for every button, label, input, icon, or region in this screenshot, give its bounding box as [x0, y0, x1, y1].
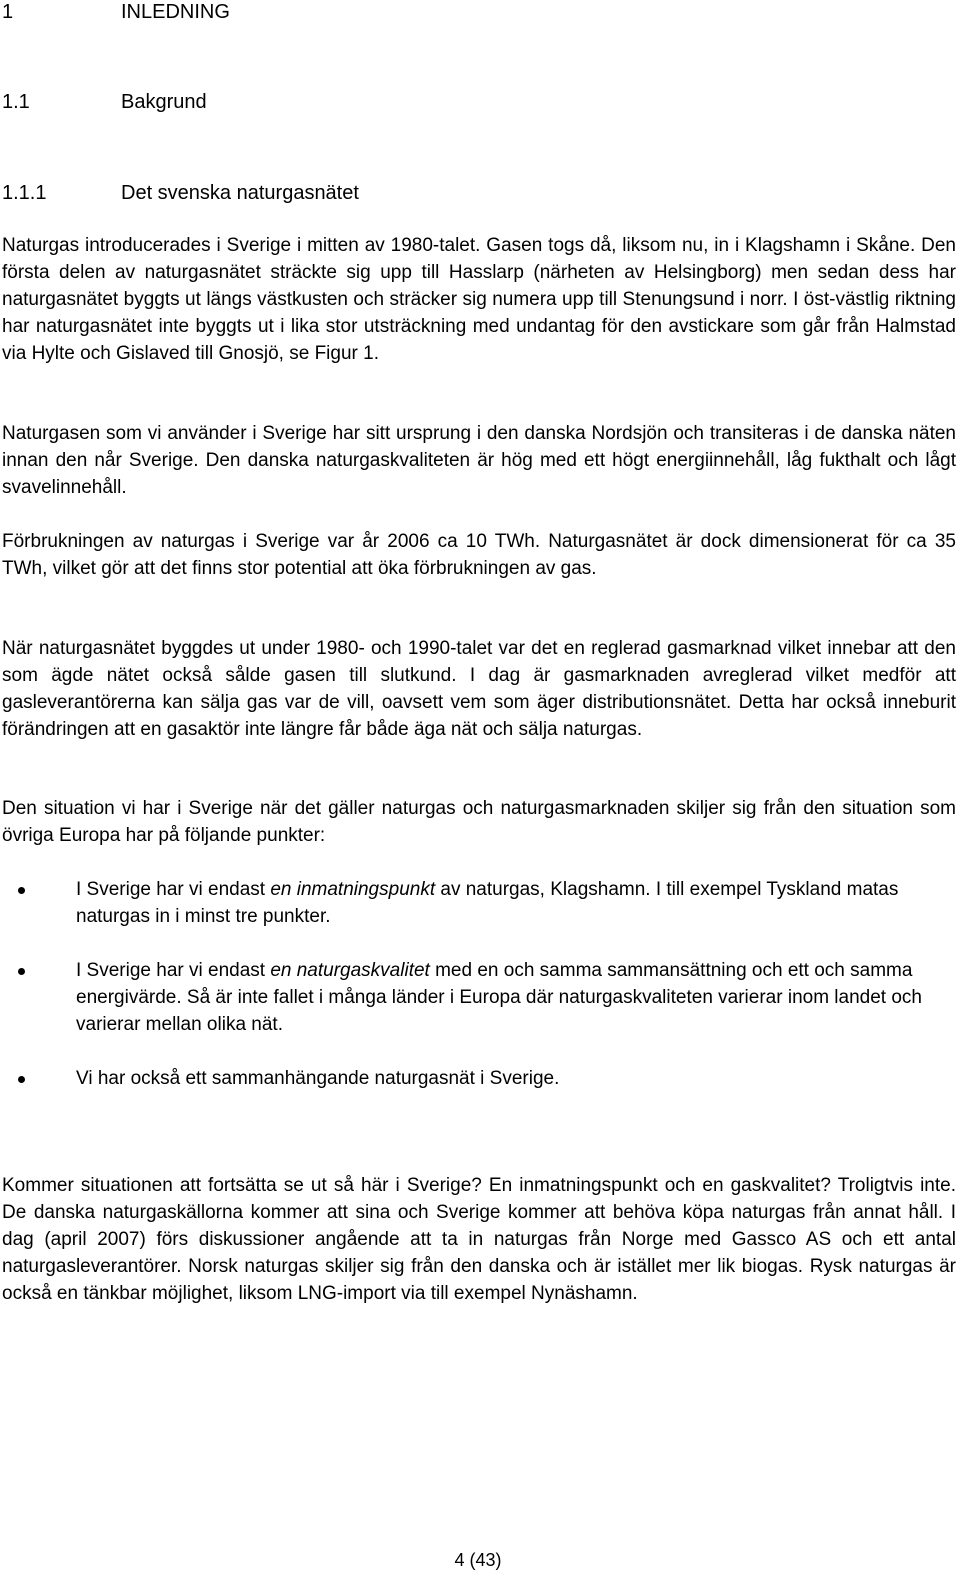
paragraph-situation-intro: Den situation vi har i Sverige när det gäller naturgas och naturgasmarknaden skiljer sig från den situation som övriga Europa har på följande punkter: [2, 798, 956, 846]
bullet-dot-icon [18, 1076, 25, 1083]
bullet-item [0, 876, 956, 930]
heading-title: INLEDNING [121, 1, 230, 23]
heading-title: Bakgrund [121, 91, 207, 113]
bullet-text: med en och samma sammansättning och ett och samma energivärde. Så är inte fallet i många länder i Europa där naturgaskvaliteten varierar inom landet och varierar mellan olika nät. [76, 960, 922, 1035]
bullet-emphasis: en naturgaskvalitet [270, 960, 430, 981]
heading-number: 1.1 [2, 91, 30, 113]
bullet-dot-icon [18, 887, 25, 894]
bullet-item [0, 957, 956, 1038]
bullet-text: av naturgas, Klagshamn. I till exempel Tyskland matas naturgas in i minst tre punkter. [76, 879, 899, 927]
page-number: 4 (43) [454, 1550, 502, 1570]
bullet-dot-icon [18, 968, 25, 975]
heading-level-3 [2, 181, 359, 205]
paragraph-consumption: Förbrukningen av naturgas i Sverige var år 2006 ca 10 TWh. Naturgasnätet är dock dimensionerat för ca 35 TWh, vilket gör att det finns stor potential att öka förbrukningen av gas. [2, 531, 956, 579]
heading-title: Det svenska naturgasnätet [121, 182, 359, 204]
bullet-text: I Sverige har vi endast [76, 960, 271, 981]
bullet-item [0, 1065, 956, 1092]
heading-number: 1 [2, 1, 14, 23]
bullet-list [0, 876, 956, 1119]
paragraph-gas-origin: Naturgasen som vi använder i Sverige har sitt ursprung i den danska Nordsjön och transiteras i de danska näten innan den når Sverige. Den danska naturgaskvaliteten är hög med ett högt energiinnehåll, låg fukthalt och lågt svavelinnehåll. [2, 423, 956, 498]
bullet-emphasis: en inmatningspunkt [270, 879, 436, 900]
paragraph-introduction: Naturgas introducerades i Sverige i mitten av 1980-talet. Gasen togs då, liksom nu, in i Klagshamn i Skåne. Den första delen av naturgasnätet sträckte sig upp till Hasslarp (närheten av Helsingborg) men sedan dess har naturgasnätet byggts ut längs västkusten och sträcker sig numera upp till Stenungsund i norr. I öst-västlig riktning har naturgasnätet inte byggts ut i lika stor utsträckning med undantag för den avstickare som går från Halmstad via Hylte och Gislaved till Gnosjö, se Figur 1. [2, 235, 956, 364]
bullet-text: I Sverige har vi endast [76, 879, 271, 900]
paragraph-market-deregulation: När naturgasnätet byggdes ut under 1980- och 1990-talet var det en reglerad gasmarknad vilket innebar att den som ägde nätet också sålde gasen till slutkund. I dag är gasmarknaden avreglerad vilket medför att gasleverantörerna kan sälja gas var de vill, oavsett vem som äger distributionsnätet. Detta har också inneburit förändringen att en gasaktör inte längre får både äga nät och sälja naturgas. [2, 638, 956, 740]
paragraph-future-outlook: Kommer situationen att fortsätta se ut så här i Sverige? En inmatningspunkt och en gaskvalitet? Troligtvis inte. De danska naturgaskällorna kommer att sina och Sverige kommer att behöva köpa naturgas från annat håll. I dag (april 2007) förs diskussioner angående att ta in naturgas från Norge med Gassco AS och ett antal naturgasleverantörer. Norsk naturgas skiljer sig från den danska och är istället mer lik biogas. Rysk naturgas är också en tänkbar möjlighet, liksom LNG-import via till exempel Nynäshamn. [2, 1175, 956, 1304]
heading-level-2 [2, 90, 207, 114]
heading-number: 1.1.1 [2, 182, 47, 204]
bullet-text: Vi har också ett sammanhängande naturgasnät i Sverige. [76, 1068, 560, 1089]
heading-level-1 [2, 0, 230, 24]
